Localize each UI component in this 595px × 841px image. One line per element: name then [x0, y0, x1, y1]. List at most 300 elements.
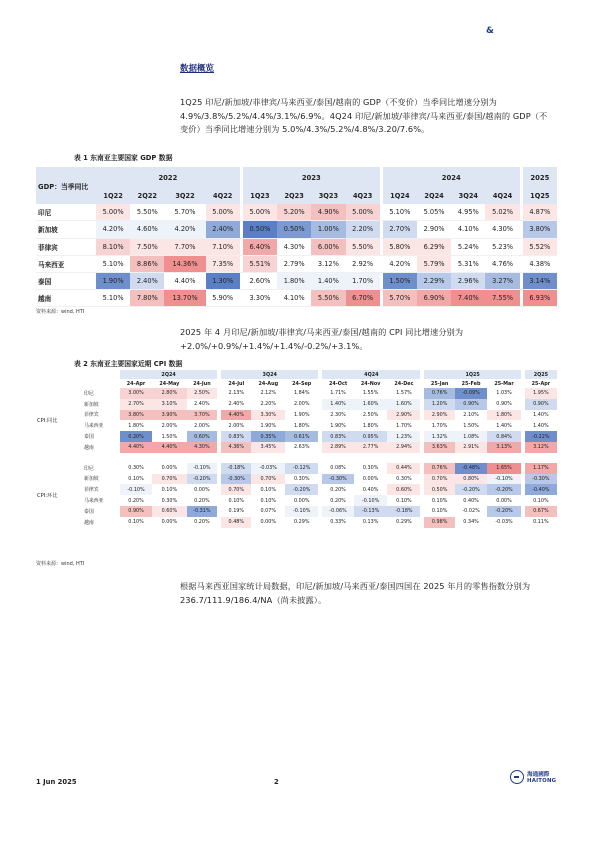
- cpi-cell: 3.45%: [251, 442, 285, 453]
- cpi-cell: 3.12%: [525, 442, 557, 453]
- cpi-cell: 1.70%: [424, 420, 454, 431]
- cpi-cell: 0.10%: [251, 495, 285, 506]
- cpi-cell: 0.80%: [455, 474, 488, 485]
- table-row: [36, 290, 557, 307]
- quarter-header: 4Q24: [485, 188, 519, 204]
- gdp-cell: 6.70%: [346, 290, 380, 307]
- cpi-cell: 0.10%: [251, 484, 285, 495]
- cpi-cell: 1.71%: [322, 388, 354, 399]
- table-row: [36, 410, 557, 421]
- country-label: 泰国: [36, 272, 96, 289]
- gdp-cell: 5.31%: [451, 255, 485, 272]
- month-header: 25-Apr: [531, 380, 551, 387]
- cpi-cell: 2.70%: [120, 399, 152, 410]
- country-label: 越南: [84, 444, 94, 451]
- cpi-cell: 1.55%: [354, 388, 388, 399]
- cpi-cell: 0.29%: [285, 517, 318, 528]
- gdp-cell: 5.24%: [451, 238, 485, 255]
- cpi-cell: 2.90%: [424, 410, 454, 421]
- table-row: [36, 463, 557, 474]
- period-header: 2Q25: [525, 370, 557, 379]
- table-row: [36, 506, 557, 517]
- cpi-cell: 1.84%: [285, 388, 318, 399]
- gdp-cell: 5.02%: [485, 204, 519, 221]
- cpi-cell: 3.90%: [152, 410, 186, 421]
- haitong-logo-icon: [510, 770, 524, 784]
- cpi-cell: -0.18%: [221, 463, 251, 474]
- month-header: 24-Jul: [228, 380, 245, 387]
- country-label: 新加坡: [84, 476, 99, 483]
- cpi-cell: -0.10%: [187, 463, 218, 474]
- cpi-cell: 2.89%: [322, 442, 354, 453]
- month-header: 25-Mar: [494, 380, 514, 387]
- gdp-cell: 5.51%: [243, 255, 277, 272]
- cpi-cell: 4.40%: [152, 442, 186, 453]
- cpi-cell: 2.63%: [285, 442, 318, 453]
- cpi-cell: 0.30%: [387, 474, 420, 485]
- month-header: 24-Apr: [126, 380, 146, 387]
- cpi-cell: 0.70%: [251, 474, 285, 485]
- gdp-cell: 2.96%: [451, 272, 485, 289]
- gdp-cell: 5.52%: [523, 238, 557, 255]
- cpi-cell: 0.10%: [152, 484, 186, 495]
- cpi-cell: 0.00%: [285, 495, 318, 506]
- cpi-cell: 0.00%: [354, 474, 388, 485]
- cpi-paragraph: 2025 年 4 月印尼/新加坡/菲律宾/马来西亚/泰国/越南的 CPI 同比增速分别为 +2.0%/+0.9%/+1.4%/+1.4%/-0.2%/+3.1%。: [180, 327, 464, 351]
- gdp-cell: 5.80%: [383, 238, 417, 255]
- table-row: [36, 442, 557, 453]
- table1-caption: 表 1 东南亚主要国家 GDP 数据: [74, 154, 173, 162]
- gdp-cell: 4.20%: [164, 221, 205, 238]
- cpi-cell: 1.23%: [387, 431, 420, 442]
- quarter-header: 4Q22: [206, 188, 240, 204]
- cpi-cell: 1.50%: [455, 420, 488, 431]
- table1-source: 资料来源：wind, HTI: [36, 309, 85, 315]
- cpi-cell: 1.03%: [487, 388, 520, 399]
- month-header: 24-Dec: [394, 380, 414, 387]
- cpi-cell: 1.50%: [152, 431, 186, 442]
- gdp-cell: 4.95%: [451, 204, 485, 221]
- country-label: 菲律宾: [84, 487, 99, 494]
- gdp-cell: 5.10%: [96, 255, 130, 272]
- table2-source: 资料来源：wind, HTI: [36, 561, 85, 567]
- cpi-cell: 1.32%: [424, 431, 454, 442]
- gdp-cell: 5.00%: [243, 204, 277, 221]
- cpi-cell: 0.67%: [525, 506, 557, 517]
- cpi-cell: 1.80%: [354, 420, 388, 431]
- gdp-cell: 4.20%: [383, 255, 417, 272]
- gdp-cell: 2.20%: [346, 221, 380, 238]
- cpi-cell: 1.40%: [525, 410, 557, 421]
- table-row: [36, 431, 557, 442]
- cpi-cell: 0.19%: [221, 506, 251, 517]
- gdp-cell: 5.10%: [383, 204, 417, 221]
- cpi-cell: 1.57%: [387, 388, 420, 399]
- cpi-cell: -0.10%: [120, 484, 152, 495]
- cpi-cell: -0.20%: [487, 506, 520, 517]
- gdp-cell: 0.50%: [243, 221, 277, 238]
- quarter-header: 1Q22: [96, 188, 130, 204]
- period-header: 4Q24: [322, 370, 420, 379]
- cpi-cell: 0.08%: [322, 463, 354, 474]
- cpi-cell: 0.00%: [152, 463, 186, 474]
- cpi-cell: 1.90%: [322, 420, 354, 431]
- page-number: 2: [274, 778, 279, 786]
- country-label: 菲律宾: [36, 238, 96, 255]
- quarter-header: 3Q22: [164, 188, 205, 204]
- cpi-cell: 0.84%: [487, 431, 520, 442]
- quarter-header: 3Q23: [311, 188, 345, 204]
- cpi-cell: 0.76%: [424, 388, 454, 399]
- cpi-cell: 0.07%: [251, 506, 285, 517]
- gdp-cell: 5.20%: [277, 204, 311, 221]
- cpi-cell: 0.60%: [152, 506, 186, 517]
- cpi-cell: 2.00%: [221, 420, 251, 431]
- logo-cn-text: 海通國際: [527, 772, 550, 778]
- cpi-cell: 0.30%: [120, 463, 152, 474]
- cpi-cell: -0.13%: [354, 506, 388, 517]
- gdp-cell: 5.00%: [96, 204, 130, 221]
- gdp-cell: 14.36%: [164, 255, 205, 272]
- cpi-cell: 2.50%: [187, 388, 218, 399]
- cpi-cell: -0.20%: [285, 484, 318, 495]
- cpi-cell: 0.10%: [120, 517, 152, 528]
- gdp-cell: 7.10%: [206, 238, 240, 255]
- country-label: 越南: [84, 519, 94, 526]
- gdp-cell: 5.00%: [346, 204, 380, 221]
- gdp-cell: 6.90%: [417, 290, 451, 307]
- cpi-cell: 2.80%: [152, 388, 186, 399]
- gdp-cell: 5.05%: [417, 204, 451, 221]
- cpi-cell: 0.20%: [187, 495, 218, 506]
- cpi-cell: 0.20%: [120, 431, 152, 442]
- month-header: 24-Sep: [292, 380, 312, 387]
- cpi-cell: 2.77%: [354, 442, 388, 453]
- year-header: 2023: [243, 167, 380, 188]
- quarter-header: 2Q22: [130, 188, 164, 204]
- cpi-cell: 4.30%: [187, 442, 218, 453]
- cpi-cell: 0.30%: [285, 474, 318, 485]
- gdp-cell: 3.27%: [485, 272, 519, 289]
- gdp-paragraph: 1Q25 印尼/新加坡/菲律宾/马来西亚/泰国/越南的 GDP（不变价）当季同比增速分别为 4.9%/3.8%/5.2%/4.4%/3.1%/6.9%。4Q24 印尼/新加坡/菲律宾/马来西亚/泰国/越南的 GDP（不变价）当季同比增速分别为 5.0%/4.3%/5.2%/4.8%/3.20/7.6%。: [180, 97, 548, 134]
- gdp-cell: 4.90%: [311, 204, 345, 221]
- country-label: 马来西亚: [84, 498, 104, 505]
- gdp-cell: 1.00%: [311, 221, 345, 238]
- table-row: [36, 388, 557, 399]
- cpi-cell: -0.31%: [187, 506, 218, 517]
- gdp-cell: 5.50%: [130, 204, 164, 221]
- year-header: 2024: [383, 167, 520, 188]
- gdp-cell: 6.00%: [311, 238, 345, 255]
- gdp-cell: 5.50%: [311, 290, 345, 307]
- gdp-cell: 5.50%: [346, 238, 380, 255]
- cpi-cell: 1.90%: [285, 410, 318, 421]
- cpi-cell: 0.61%: [285, 431, 318, 442]
- country-label: 印尼: [84, 390, 94, 397]
- gdp-cell: 7.80%: [130, 290, 164, 307]
- retail-paragraph: 根据马来西亚国家统计局数据，印尼/新加坡/马来西亚/泰国四国在 2025 年月的零售指数分别为 236.7/111.9/186.4/NA（尚未披露）。: [180, 581, 531, 605]
- country-label: 新加坡: [84, 401, 99, 408]
- country-label: 马来西亚: [36, 255, 96, 272]
- cpi-cell: -0.22%: [525, 431, 557, 442]
- cpi-cell: 3.00%: [120, 388, 152, 399]
- cpi-cell: -0.10%: [354, 495, 388, 506]
- gdp-cell: 3.12%: [311, 255, 345, 272]
- gdp-cell: 4.30%: [277, 238, 311, 255]
- cpi-cell: -0.20%: [487, 484, 520, 495]
- cpi-cell: 1.95%: [525, 388, 557, 399]
- country-label: 越南: [36, 290, 96, 307]
- period-header: 3Q24: [221, 370, 318, 379]
- period-header: 2Q24: [120, 370, 217, 379]
- cpi-cell: 0.11%: [525, 517, 557, 528]
- month-header: 24-May: [159, 380, 180, 387]
- cpi-cell: 0.20%: [187, 517, 218, 528]
- cpi-cell: 0.00%: [187, 484, 218, 495]
- month-header: 24-Jun: [193, 380, 211, 387]
- gdp-cell: 5.70%: [164, 204, 205, 221]
- gdp-cell: 0.50%: [277, 221, 311, 238]
- month-header: 24-Nov: [360, 380, 381, 387]
- gdp-cell: 2.29%: [417, 272, 451, 289]
- gdp-cell: 7.40%: [451, 290, 485, 307]
- cpi-cell: 0.40%: [354, 484, 388, 495]
- cpi-category-label: CPI:同比: [37, 417, 58, 424]
- cpi-cell: -0.10%: [285, 506, 318, 517]
- cpi-cell: 0.10%: [424, 495, 454, 506]
- cpi-cell: -0.30%: [525, 474, 557, 485]
- cpi-cell: 0.50%: [424, 484, 454, 495]
- quarter-header: 2Q24: [417, 188, 451, 204]
- cpi-cell: 0.95%: [354, 431, 388, 442]
- cpi-cell: 4.40%: [221, 410, 251, 421]
- gdp-cell: 3.14%: [523, 272, 557, 289]
- country-label: 马来西亚: [84, 423, 104, 430]
- cpi-cell: 1.20%: [424, 399, 454, 410]
- cpi-cell: 2.12%: [251, 388, 285, 399]
- gdp-cell: 4.10%: [277, 290, 311, 307]
- cpi-cell: 0.30%: [354, 463, 388, 474]
- gdp-cell: 2.79%: [277, 255, 311, 272]
- cpi-cell: 0.30%: [152, 495, 186, 506]
- cpi-cell: 0.48%: [221, 517, 251, 528]
- gdp-cell: 5.00%: [206, 204, 240, 221]
- cpi-cell: -0.06%: [322, 506, 354, 517]
- cpi-cell: 0.20%: [120, 495, 152, 506]
- cpi-cell: -0.12%: [285, 463, 318, 474]
- month-header: 25-Jan: [430, 380, 449, 387]
- year-header: 2022: [96, 167, 240, 188]
- country-label: 新加坡: [36, 221, 96, 238]
- cpi-cell: 0.33%: [322, 517, 354, 528]
- quarter-header: 2Q23: [277, 188, 311, 204]
- cpi-cell: 0.10%: [221, 495, 251, 506]
- cpi-cell: 0.70%: [424, 474, 454, 485]
- cpi-cell: 2.40%: [187, 399, 218, 410]
- gdp-cell: 5.90%: [206, 290, 240, 307]
- cpi-cell: 1.08%: [455, 431, 488, 442]
- cpi-cell: 0.60%: [387, 484, 420, 495]
- cpi-cell: 0.70%: [152, 474, 186, 485]
- cpi-cell: -0.02%: [455, 506, 488, 517]
- cpi-cell: 0.10%: [424, 506, 454, 517]
- cpi-cell: -0.20%: [455, 484, 488, 495]
- gdp-cell: 2.40%: [130, 272, 164, 289]
- cpi-cell: -0.18%: [387, 506, 420, 517]
- cpi-cell: 0.00%: [251, 517, 285, 528]
- table-row: [36, 255, 557, 272]
- gdp-cell: 4.10%: [451, 221, 485, 238]
- cpi-cell: 2.40%: [221, 399, 251, 410]
- cpi-cell: 0.90%: [525, 399, 557, 410]
- cpi-cell: 2.94%: [387, 442, 420, 453]
- cpi-cell: 1.40%: [487, 420, 520, 431]
- cpi-cell: 1.60%: [387, 399, 420, 410]
- gdp-cell: 3.30%: [243, 290, 277, 307]
- quarter-header: 3Q24: [451, 188, 485, 204]
- gdp-cell: 13.70%: [164, 290, 205, 307]
- cpi-cell: -0.10%: [487, 474, 520, 485]
- gdp-cell: 1.80%: [277, 272, 311, 289]
- cpi-table: [36, 370, 557, 528]
- cpi-cell: 2.50%: [354, 410, 388, 421]
- cpi-cell: -0.30%: [322, 474, 354, 485]
- cpi-cell: 1.80%: [285, 420, 318, 431]
- table-row: [36, 484, 557, 495]
- gdp-cell: 1.90%: [96, 272, 130, 289]
- gdp-cell: 5.79%: [417, 255, 451, 272]
- gdp-cell: 7.70%: [164, 238, 205, 255]
- cpi-cell: -0.20%: [187, 474, 218, 485]
- table-row: [36, 238, 557, 255]
- cpi-cell: 0.83%: [322, 431, 354, 442]
- table-row: [36, 517, 557, 528]
- country-label: 印尼: [36, 204, 96, 221]
- country-label: 泰国: [84, 434, 94, 441]
- gdp-cell: 2.70%: [383, 221, 417, 238]
- table-row: [36, 204, 557, 221]
- month-header: 24-Oct: [328, 380, 348, 387]
- gdp-cell: 1.70%: [346, 272, 380, 289]
- cpi-cell: 1.80%: [120, 420, 152, 431]
- month-header: 25-Feb: [461, 380, 481, 387]
- gdp-cell: 5.10%: [96, 290, 130, 307]
- cpi-cell: 0.20%: [322, 484, 354, 495]
- cpi-cell: 0.40%: [455, 495, 488, 506]
- cpi-cell: 2.10%: [455, 410, 488, 421]
- gdp-cell: 8.10%: [96, 238, 130, 255]
- footer-date: 1 Jun 2025: [36, 778, 77, 786]
- cpi-cell: 3.10%: [152, 399, 186, 410]
- country-label: 菲律宾: [84, 412, 99, 419]
- gdp-cell: 8.86%: [130, 255, 164, 272]
- cpi-cell: 2.00%: [152, 420, 186, 431]
- cpi-cell: -0.03%: [487, 517, 520, 528]
- cpi-cell: 1.70%: [387, 420, 420, 431]
- year-header: 2025: [523, 167, 557, 188]
- cpi-cell: 2.00%: [285, 399, 318, 410]
- cpi-cell: 0.10%: [525, 495, 557, 506]
- cpi-cell: 0.76%: [424, 463, 454, 474]
- cpi-cell: 1.17%: [525, 463, 557, 474]
- cpi-cell: 1.65%: [487, 463, 520, 474]
- cpi-cell: 1.80%: [487, 410, 520, 421]
- quarter-header: 1Q25: [523, 188, 557, 204]
- cpi-cell: 3.70%: [187, 410, 218, 421]
- cpi-cell: 2.20%: [251, 399, 285, 410]
- cpi-cell: 2.13%: [221, 388, 251, 399]
- cpi-cell: 2.91%: [455, 442, 488, 453]
- cpi-cell: 0.10%: [387, 495, 420, 506]
- cpi-cell: 1.40%: [322, 399, 354, 410]
- gdp-cell: 4.76%: [485, 255, 519, 272]
- cpi-cell: 0.10%: [120, 474, 152, 485]
- logo-en-text: HAITONG: [527, 778, 557, 784]
- cpi-cell: -0.03%: [251, 463, 285, 474]
- cpi-cell: 0.13%: [354, 517, 388, 528]
- cpi-cell: 0.29%: [387, 517, 420, 528]
- month-header: 24-Aug: [258, 380, 279, 387]
- gdp-cell: 2.60%: [243, 272, 277, 289]
- gdp-cell: 2.92%: [346, 255, 380, 272]
- table-row: [36, 221, 557, 238]
- cpi-cell: -0.48%: [455, 463, 488, 474]
- cpi-cell: 1.60%: [354, 399, 388, 410]
- cpi-cell: 0.60%: [187, 431, 218, 442]
- gdp-cell: 5.70%: [383, 290, 417, 307]
- cpi-cell: 0.90%: [487, 399, 520, 410]
- header-mark: &: [486, 26, 494, 36]
- gdp-cell: 7.55%: [485, 290, 519, 307]
- cpi-cell: 4.40%: [120, 442, 152, 453]
- table-row: [36, 420, 557, 431]
- cpi-cell: 0.35%: [251, 431, 285, 442]
- gdp-cell: 4.60%: [130, 221, 164, 238]
- gdp-cell: 4.30%: [485, 221, 519, 238]
- gdp-cell: 7.50%: [130, 238, 164, 255]
- country-label: 印尼: [84, 465, 94, 472]
- cpi-cell: 0.34%: [455, 517, 488, 528]
- gdp-corner-label: GDP：当季同比: [36, 167, 96, 204]
- period-header: 1Q25: [424, 370, 520, 379]
- cpi-cell: 1.90%: [251, 420, 285, 431]
- haitong-logo: [510, 769, 557, 791]
- cpi-cell: -0.09%: [455, 388, 488, 399]
- cpi-cell: -0.30%: [221, 474, 251, 485]
- cpi-cell: 0.70%: [221, 484, 251, 495]
- cpi-cell: 2.00%: [187, 420, 218, 431]
- gdp-cell: 4.38%: [523, 255, 557, 272]
- gdp-cell: 1.40%: [311, 272, 345, 289]
- cpi-cell: 0.20%: [322, 495, 354, 506]
- gdp-cell: 1.50%: [383, 272, 417, 289]
- cpi-cell: 1.40%: [525, 420, 557, 431]
- gdp-cell: 6.29%: [417, 238, 451, 255]
- cpi-cell: 3.63%: [424, 442, 454, 453]
- cpi-cell: 0.44%: [387, 463, 420, 474]
- gdp-cell: 4.20%: [96, 221, 130, 238]
- gdp-cell: 6.93%: [523, 290, 557, 307]
- table-row: [36, 474, 557, 485]
- gdp-cell: 3.80%: [523, 221, 557, 238]
- cpi-cell: 0.00%: [487, 495, 520, 506]
- gdp-cell: 2.40%: [206, 221, 240, 238]
- gdp-cell: 4.87%: [523, 204, 557, 221]
- cpi-cell: 2.90%: [387, 410, 420, 421]
- gdp-cell: 1.30%: [206, 272, 240, 289]
- table-row: [36, 495, 557, 506]
- table-row: [36, 272, 557, 289]
